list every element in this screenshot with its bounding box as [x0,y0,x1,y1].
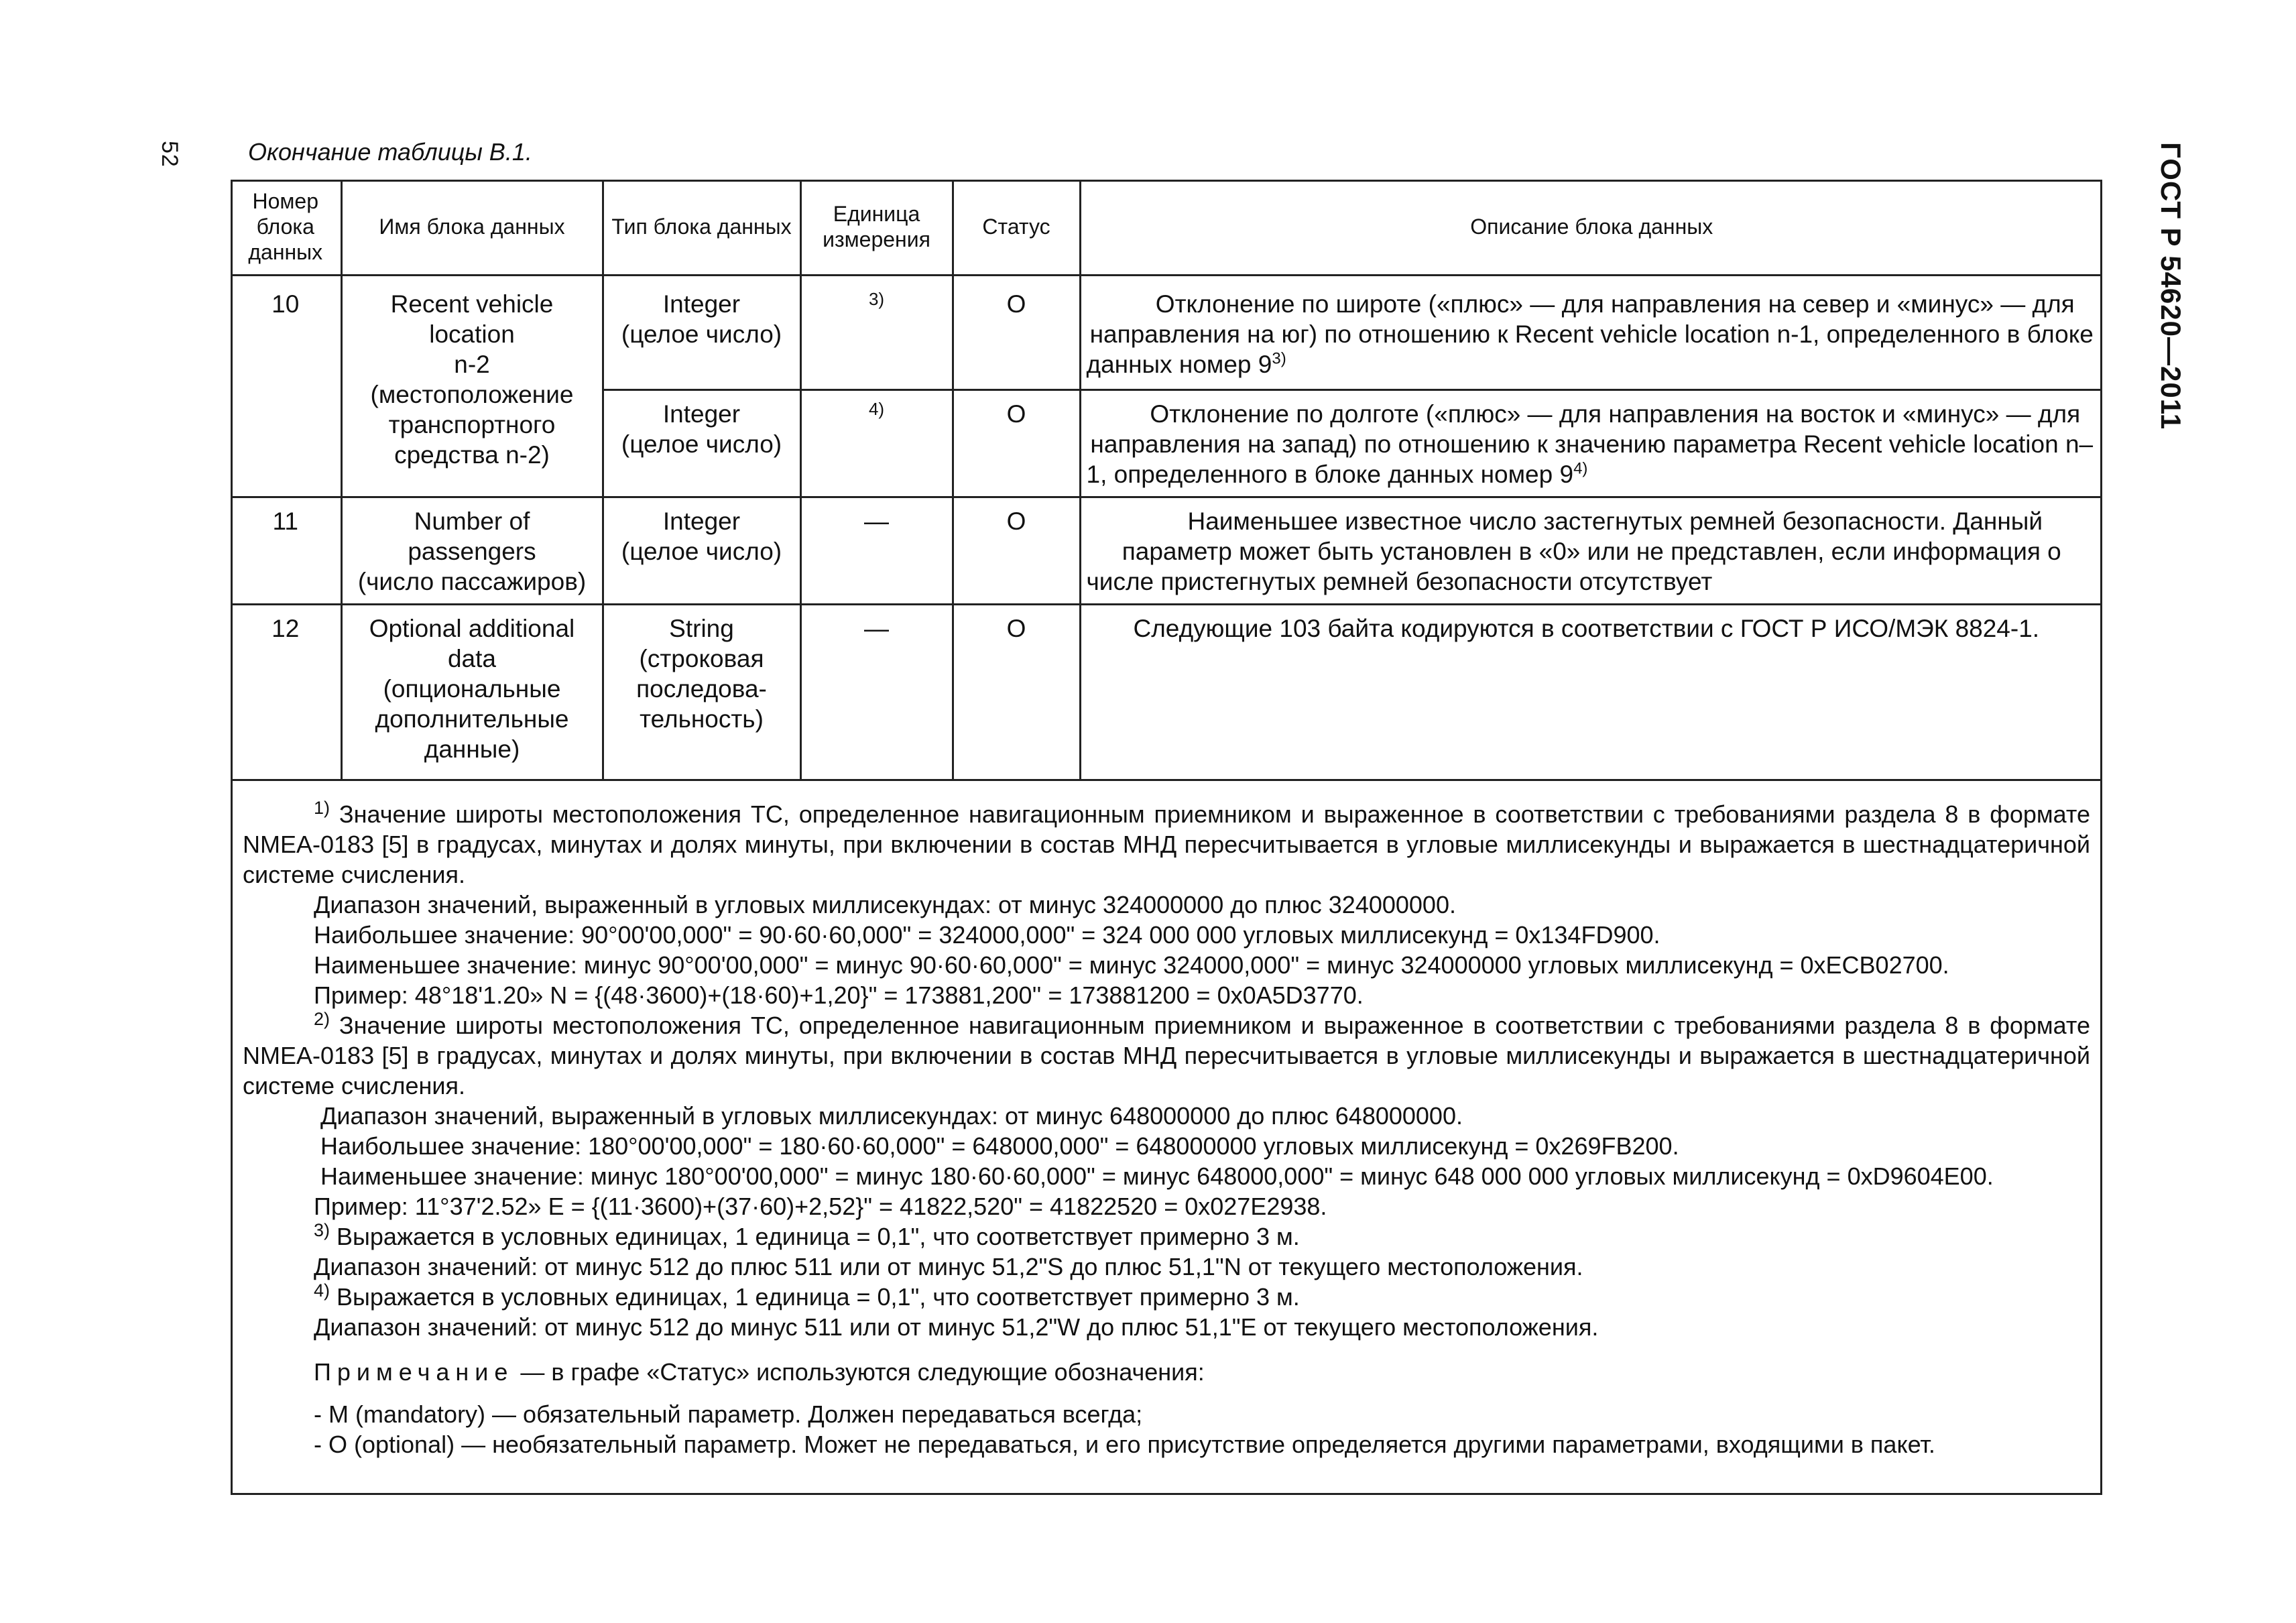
footnote-2: $^{2)}$ Значение широты местоположения ТС, определенное навигационным приемником и выраженное в соответствии с требованиями раздела 8 в формате NMEA-0183 [5] в градусах, минутах и долях минуты, при включении в состав МНД пересчитывается в угловые миллисекунды и выражается в шестнадцатеричной системе счисления. [243,1009,2090,1099]
list-item: - M (mandatory) — обязательный параметр. Должен передаваться всегда; [314,1400,1143,1428]
footnote-1-range: Диапазон значений, выраженный в угловых миллисекундах: от минус 324000000 до плюс 324000000. [314,891,1456,918]
footnote-2-range: Диапазон значений, выраженный в угловых миллисекундах: от минус 648000000 до плюс 648000000. [320,1102,1463,1130]
row11-type: Integer (целое число) [603,497,800,604]
table-caption: Окончание таблицы В.1. [248,138,532,166]
table-row [231,497,2102,604]
header-num: Номер блока данных [231,180,341,275]
page-number: 52 [157,141,182,168]
row11-desc: Наименьшее известное число застегнутых ремней безопасности. Данный параметр может быть установлен в «0» или не представлен, если информация о числе пристегнутых ремней безопасности отсутствует [1080,497,2102,604]
footnote-1-example: Пример: 48°18'1.20» N = {(48·3600)+(18·60)+1,20}" = 173881,200'' = 173881200 = 0x0A5D3770. [314,981,1364,1009]
table-row [231,604,2102,780]
row12-type: String (строковая последова- тельность) [603,604,800,780]
row10a-unit: 3) [800,281,953,389]
footnote-4-range: Диапазон значений: от минус 512 до минус 511 или от минус 51,2"W до плюс 51,1"E от текущего местоположения. [314,1313,1599,1341]
footnote-1: $^{1)}$ Значение широты местоположения ТС, определенное навигационным приемником и выраженное в соответствии с требованиями раздела 8 в формате NMEA-0183 [5] в градусах, минутах и долях минуты, при включении в состав МНД пересчитывается в угловые миллисекунды и выражается в шестнадцатеричной системе счисления. [243,798,2090,888]
table-header-row [231,180,2102,275]
row12-num: 12 [231,604,341,780]
row11-status: O [953,497,1080,604]
row10-name: Recent vehicle location n-2 (местоположение транспортного средства n-2) [341,281,603,497]
row11-num: 11 [231,497,341,604]
footnote-3: $^{3)}$ Выражается в условных единицах, 1 единица = 0,1", что соответствует примерно 3 м. [314,1220,1300,1250]
table-row [231,281,2102,389]
row10a-type: Integer (целое число) [603,281,800,389]
row10b-desc: Отклонение по долготе («плюс» — для направления на восток и «минус» — для направления на запад) по отношению к значению параметра Recent vehicle location n–1, определенного в блоке данных номер 9$^{4)}$ [1080,389,2102,497]
row10-num: 10 [231,281,341,497]
footnote-2-example: Пример: 11°37'2.52» E = {(11·3600)+(37·60)+2,52}" = 41822,520" = 41822520 = 0x027E2938. [314,1193,1327,1220]
footnotes-section [243,799,2090,1459]
footnote-1-min: Наименьшее значение: минус 90°00'00,000" = минус 90·60·60,000" = минус 324000,000" = минус 324000000 угловых миллисекунд = 0xECB02700. [314,951,1949,979]
footnote-1-max: Наибольшее значение: 90°00'00,000" = 90·60·60,000" = 324000,000" = 324 000 000 угловых миллисекунд = 0x134FD900. [314,921,1660,949]
list-item: - O (optional) — необязательный параметр. Может не передаваться, и его присутствие определяется другими параметрами, входящими в пакет. [314,1431,1935,1458]
row10b-type: Integer (целое число) [603,389,800,497]
header-desc: Описание блока данных [1080,180,2102,275]
data-blocks-table [231,180,2102,781]
row11-unit: — [800,497,953,604]
header-name: Имя блока данных [341,180,603,275]
footnote-3-range: Диапазон значений: от минус 512 до плюс 511 или от минус 51,2"S до плюс 51,1"N от текущего местоположения. [314,1253,1583,1280]
header-unit: Единица измерения [800,180,953,275]
header-type: Тип блока данных [603,180,800,275]
footnote-2-max: Наибольшее значение: 180°00'00,000" = 180·60·60,000" = 648000,000" = 648000000 угловых миллисекунд = 0x269FB200. [320,1132,1679,1160]
note-label: Примечание [314,1358,514,1386]
footnote-4: $^{4)}$ Выражается в условных единицах, 1 единица = 0,1", что соответствует примерно 3 м. [314,1280,1300,1311]
header-status: Статус [953,180,1080,275]
note-paragraph: Примечание — в графе «Статус» используются следующие обозначения: [314,1358,1205,1386]
row12-status: O [953,604,1080,780]
row12-unit: — [800,604,953,780]
row11-name: Number of passengers (число пассажиров) [341,497,603,604]
row10a-status: O [953,281,1080,389]
footnote-2-min: Наименьшее значение: минус 180°00'00,000" = минус 180·60·60,000" = минус 648000,000" = минус 648 000 000 угловых миллисекунд = 0xD9604E00. [320,1162,1994,1190]
row12-name: Optional additional data (опциональные дополнительные данные) [341,604,603,780]
row12-desc: Следующие 103 байта кодируются в соответствии с ГОСТ Р ИСО/МЭК 8824-1. [1080,604,2102,780]
row10b-unit: 4) [800,389,953,497]
row10b-status: O [953,389,1080,497]
row10a-desc: Отклонение по широте («плюс» — для направления на север и «минус» — для направления на юг) по отношению к Recent vehicle location n-1, определенного в блоке данных номер 9$^{3)}$ [1080,281,2102,389]
standard-code: ГОСТ Р 54620—2011 [2155,142,2187,430]
status-legend-list [243,1399,2090,1459]
